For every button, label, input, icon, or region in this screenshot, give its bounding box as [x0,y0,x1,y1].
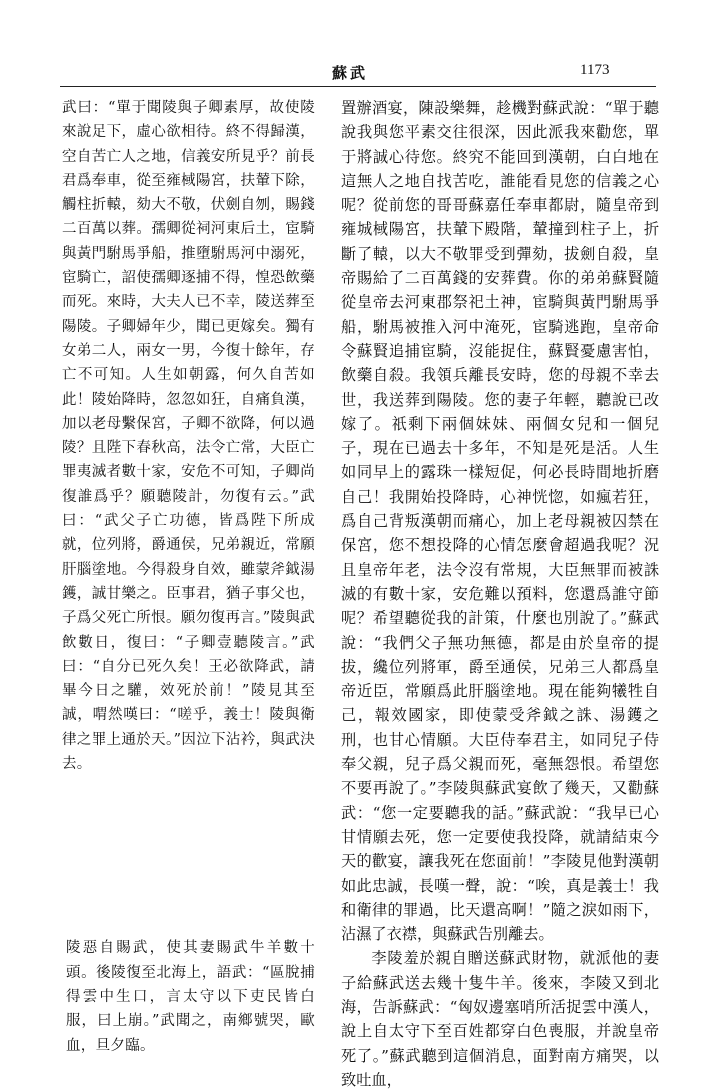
running-header-title: 蘇武 [331,64,368,82]
translation-column [341,96,659,1092]
translation-paragraph-2: 李陵羞於親自贈送蘇武財物，就派他的妻子給蘇武送去幾十隻牛羊。後來，李陵又到北海，告訴蘇武：“匈奴邊塞哨所活捉雲中漢人，說上自太守下至百姓都穿白色喪服，并說皇帝死了。”蘇武聽到這個消息，面對南方痛哭，以致吐血， [341,949,659,1089]
translation-paragraph-1: 置辦酒宴，陳設樂舞，趁機對蘇武說：“單于聽說我與您平素交往很深，因此派我來勸您，單于將誠心待您。終究不能回到漢朝，白白地在這無人之地自找苦吃，誰能看見您的信義之心呢？從前您的哥哥蘇嘉任奉車都尉，隨皇帝到雍城棫陽宮，扶輦下殿階，輦撞到柱子上，折斷了轅，以大不敬罪受到彈劾，拔劍自殺，皇帝賜給了二百萬錢的安葬費。你的弟弟蘇賢隨從皇帝去河東郡祭祀土神，宦騎與黃門駙馬爭船，駙馬被推入河中淹死，宦騎逃跑，皇帝命令蘇賢追捕宦騎，沒能捉住，蘇賢憂慮害怕，飲藥自殺。我領兵離長安時，您的母親不幸去世，我送葬到陽陵。您的妻子年輕，聽說已改嫁了。祇剩下兩個妹妹、兩個女兒和一個兒子，現在已過去十多年，不知是死是活。人生如同早上的露珠一樣短促，何必長時間地折磨自己！我開始投降時，心神恍惚，如瘋若狂，爲自己背叛漢朝而痛心，加上老母親被囚禁在保宮，您不想投降的心情怎麼會超過我呢？況且皇帝年老，法令沒有常規，大臣無罪而被誅滅的有數十家，安危難以預料，您還爲誰守節呢？希望聽從我的計策，什麼也別說了。”蘇武說：“我們父子無功無德，都是由於皇帝的提拔，纔位列將軍，爵至通侯，兄弟三人都爲皇帝近臣，常願爲此肝腦塗地。現在能夠犧牲自己，報效國家，即使蒙受斧鉞之誅、湯鑊之刑，也甘心情願。大臣侍奉君主，如同兒子侍奉父親，兒子爲父親而死，毫無怨恨。希望您不要再說了。”李陵與蘇武宴飲了幾天，又勸蘇武：“您一定要聽我的話。”蘇武說：“我早已心甘情願去死，您一定要使我投降，就請結束今天的歡宴，讓我死在您面前！”李陵見他對漢朝如此忠誠，長嘆一聲，說：“唉，真是義士！我和衛律的罪過，比天還高啊！”隨之淚如雨下，沾濕了衣襟，與蘇武告別離去。 [341,99,659,944]
page-number: 1173 [580,62,610,78]
original-paragraph-2: 陵惡自賜武，使其妻賜武牛羊數十頭。後陵復至北海上，語武：“區脫捕得雲中生口，言太守以下吏民皆白服，曰上崩。”武聞之，南鄉號哭，歐血，旦夕臨。 [66,940,315,1054]
header-rule [60,86,656,87]
original-text-column [62,96,315,1058]
original-paragraph-1: 武曰：“單于聞陵與子卿素厚，故使陵來說足下，虛心欲相待。終不得歸漢，空自苦亡人之地，信義安所見乎？前長君爲奉車，從至雍棫陽宮，扶輦下除，觸柱折轅，劾大不敬，伏劍自刎，賜錢二百萬以葬。孺卿從祠河東后土，宦騎與黃門駙馬爭船，推墮駙馬河中溺死，宦騎亡，詔使孺卿逐捕不得，惶恐飲藥而死。來時，大夫人已不幸，陵送葬至陽陵。子卿婦年少，聞已更嫁矣。獨有女弟二人，兩女一男，今復十餘年，存亡不可知。人生如朝露，何久自苦如此！陵始降時，忽忽如狂，自痛負漢，加以老母繫保宮，子卿不欲降，何以過陵？且陛下春秋高，法令亡常，大臣亡罪夷滅者數十家，安危不可知，子卿尚復誰爲乎？願聽陵計，勿復有云。”武曰：“武父子亡功德，皆爲陛下所成就，位列將，爵通侯，兄弟親近，常願肝腦塗地。今得殺身自效，雖蒙斧鉞湯鑊，誠甘樂之。臣事君，猶子事父也，子爲父死亡所恨。願勿復再言。”陵與武飲數日，復曰：“子卿壹聽陵言。”武曰：“自分已死久矣！王必欲降武，請畢今日之驩，效死於前！”陵見其至誠，喟然嘆曰：“嗟乎，義士！陵與衛律之罪上通於天。”因泣下沾衿，與武決去。 [62,100,315,773]
